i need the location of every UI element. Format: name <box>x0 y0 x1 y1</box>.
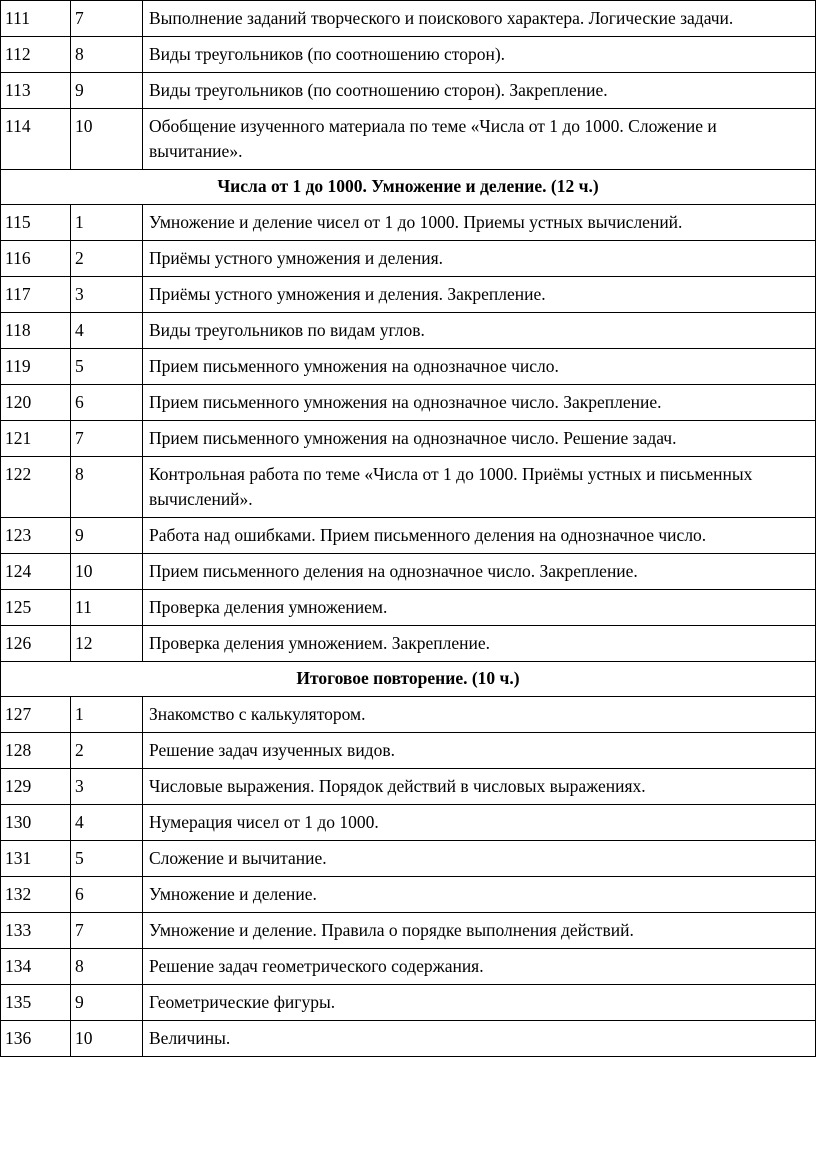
lesson-index: 1 <box>71 205 143 241</box>
lesson-number: 134 <box>1 949 71 985</box>
table-row <box>1 1 816 37</box>
section-header-row <box>1 170 816 205</box>
table-row <box>1 109 816 170</box>
lesson-index: 6 <box>71 877 143 913</box>
section-title: Числа от 1 до 1000. Умножение и деление. (12 ч.) <box>1 170 816 205</box>
lesson-topic: Умножение и деление чисел от 1 до 1000. Приемы устных вычислений. <box>143 205 816 241</box>
lesson-number: 112 <box>1 37 71 73</box>
lesson-number: 125 <box>1 590 71 626</box>
lesson-topic: Решение задач изученных видов. <box>143 733 816 769</box>
lesson-index: 8 <box>71 949 143 985</box>
lesson-topic: Величины. <box>143 1021 816 1057</box>
lesson-topic: Сложение и вычитание. <box>143 841 816 877</box>
table-row <box>1 985 816 1021</box>
lesson-number: 127 <box>1 697 71 733</box>
lesson-number: 136 <box>1 1021 71 1057</box>
lesson-topic: Прием письменного умножения на однозначное число. Решение задач. <box>143 421 816 457</box>
lesson-number: 135 <box>1 985 71 1021</box>
table-row <box>1 277 816 313</box>
lesson-number: 115 <box>1 205 71 241</box>
lesson-index: 7 <box>71 913 143 949</box>
lesson-number: 123 <box>1 518 71 554</box>
table-row <box>1 913 816 949</box>
lesson-number: 126 <box>1 626 71 662</box>
lesson-topic: Обобщение изученного материала по теме «Числа от 1 до 1000. Сложение и вычитание». <box>143 109 816 170</box>
table-row <box>1 518 816 554</box>
table-row <box>1 73 816 109</box>
lesson-topic: Прием письменного умножения на однозначное число. <box>143 349 816 385</box>
table-row <box>1 554 816 590</box>
lesson-number: 129 <box>1 769 71 805</box>
lesson-topic: Виды треугольников (по соотношению сторон). Закрепление. <box>143 73 816 109</box>
table-row <box>1 590 816 626</box>
table-row <box>1 626 816 662</box>
lesson-index: 3 <box>71 769 143 805</box>
table-row <box>1 385 816 421</box>
lesson-number: 124 <box>1 554 71 590</box>
section-title: Итоговое повторение. (10 ч.) <box>1 662 816 697</box>
lesson-topic: Проверка деления умножением. <box>143 590 816 626</box>
lesson-index: 12 <box>71 626 143 662</box>
table-row <box>1 421 816 457</box>
lesson-number: 130 <box>1 805 71 841</box>
lesson-topic: Приёмы устного умножения и деления. Закрепление. <box>143 277 816 313</box>
lesson-number: 133 <box>1 913 71 949</box>
lesson-number: 128 <box>1 733 71 769</box>
lesson-index: 10 <box>71 1021 143 1057</box>
lesson-topic: Виды треугольников (по соотношению сторон). <box>143 37 816 73</box>
lesson-index: 7 <box>71 1 143 37</box>
lesson-topic: Нумерация чисел от 1 до 1000. <box>143 805 816 841</box>
table-row <box>1 769 816 805</box>
lesson-topic: Приёмы устного умножения и деления. <box>143 241 816 277</box>
lesson-number: 118 <box>1 313 71 349</box>
lesson-topic: Геометрические фигуры. <box>143 985 816 1021</box>
table-row <box>1 37 816 73</box>
lesson-index: 9 <box>71 985 143 1021</box>
table-row <box>1 313 816 349</box>
lesson-number: 120 <box>1 385 71 421</box>
lesson-number: 113 <box>1 73 71 109</box>
lesson-index: 4 <box>71 313 143 349</box>
table-row <box>1 349 816 385</box>
lesson-index: 6 <box>71 385 143 421</box>
lesson-index: 2 <box>71 241 143 277</box>
table-row <box>1 205 816 241</box>
lesson-index: 8 <box>71 457 143 518</box>
lesson-number: 111 <box>1 1 71 37</box>
lesson-number: 114 <box>1 109 71 170</box>
lesson-index: 9 <box>71 518 143 554</box>
lesson-plan-body <box>1 1 816 1057</box>
lesson-topic: Умножение и деление. Правила о порядке выполнения действий. <box>143 913 816 949</box>
lesson-index: 10 <box>71 554 143 590</box>
section-header-row <box>1 662 816 697</box>
lesson-index: 7 <box>71 421 143 457</box>
lesson-index: 10 <box>71 109 143 170</box>
lesson-topic: Прием письменного деления на однозначное число. Закрепление. <box>143 554 816 590</box>
table-row <box>1 841 816 877</box>
lesson-number: 131 <box>1 841 71 877</box>
lesson-index: 5 <box>71 841 143 877</box>
table-row <box>1 949 816 985</box>
lesson-topic: Прием письменного умножения на однозначное число. Закрепление. <box>143 385 816 421</box>
lesson-index: 11 <box>71 590 143 626</box>
lesson-topic: Решение задач геометрического содержания. <box>143 949 816 985</box>
table-row <box>1 805 816 841</box>
lesson-index: 5 <box>71 349 143 385</box>
lesson-index: 9 <box>71 73 143 109</box>
lesson-topic: Проверка деления умножением. Закрепление. <box>143 626 816 662</box>
table-row <box>1 241 816 277</box>
table-row <box>1 877 816 913</box>
table-row <box>1 733 816 769</box>
lesson-index: 1 <box>71 697 143 733</box>
lesson-number: 121 <box>1 421 71 457</box>
table-row <box>1 457 816 518</box>
lesson-number: 122 <box>1 457 71 518</box>
lesson-topic: Числовые выражения. Порядок действий в числовых выражениях. <box>143 769 816 805</box>
lesson-topic: Работа над ошибками. Прием письменного деления на однозначное число. <box>143 518 816 554</box>
lesson-topic: Виды треугольников по видам углов. <box>143 313 816 349</box>
lesson-number: 117 <box>1 277 71 313</box>
lesson-topic: Умножение и деление. <box>143 877 816 913</box>
lesson-number: 119 <box>1 349 71 385</box>
lesson-topic: Знакомство с калькулятором. <box>143 697 816 733</box>
lesson-index: 2 <box>71 733 143 769</box>
lesson-topic: Контрольная работа по теме «Числа от 1 до 1000. Приёмы устных и письменных вычислений». <box>143 457 816 518</box>
lesson-index: 4 <box>71 805 143 841</box>
table-row <box>1 697 816 733</box>
lesson-number: 116 <box>1 241 71 277</box>
lesson-topic: Выполнение заданий творческого и поискового характера. Логические задачи. <box>143 1 816 37</box>
lesson-index: 3 <box>71 277 143 313</box>
table-row <box>1 1021 816 1057</box>
lesson-number: 132 <box>1 877 71 913</box>
lesson-index: 8 <box>71 37 143 73</box>
